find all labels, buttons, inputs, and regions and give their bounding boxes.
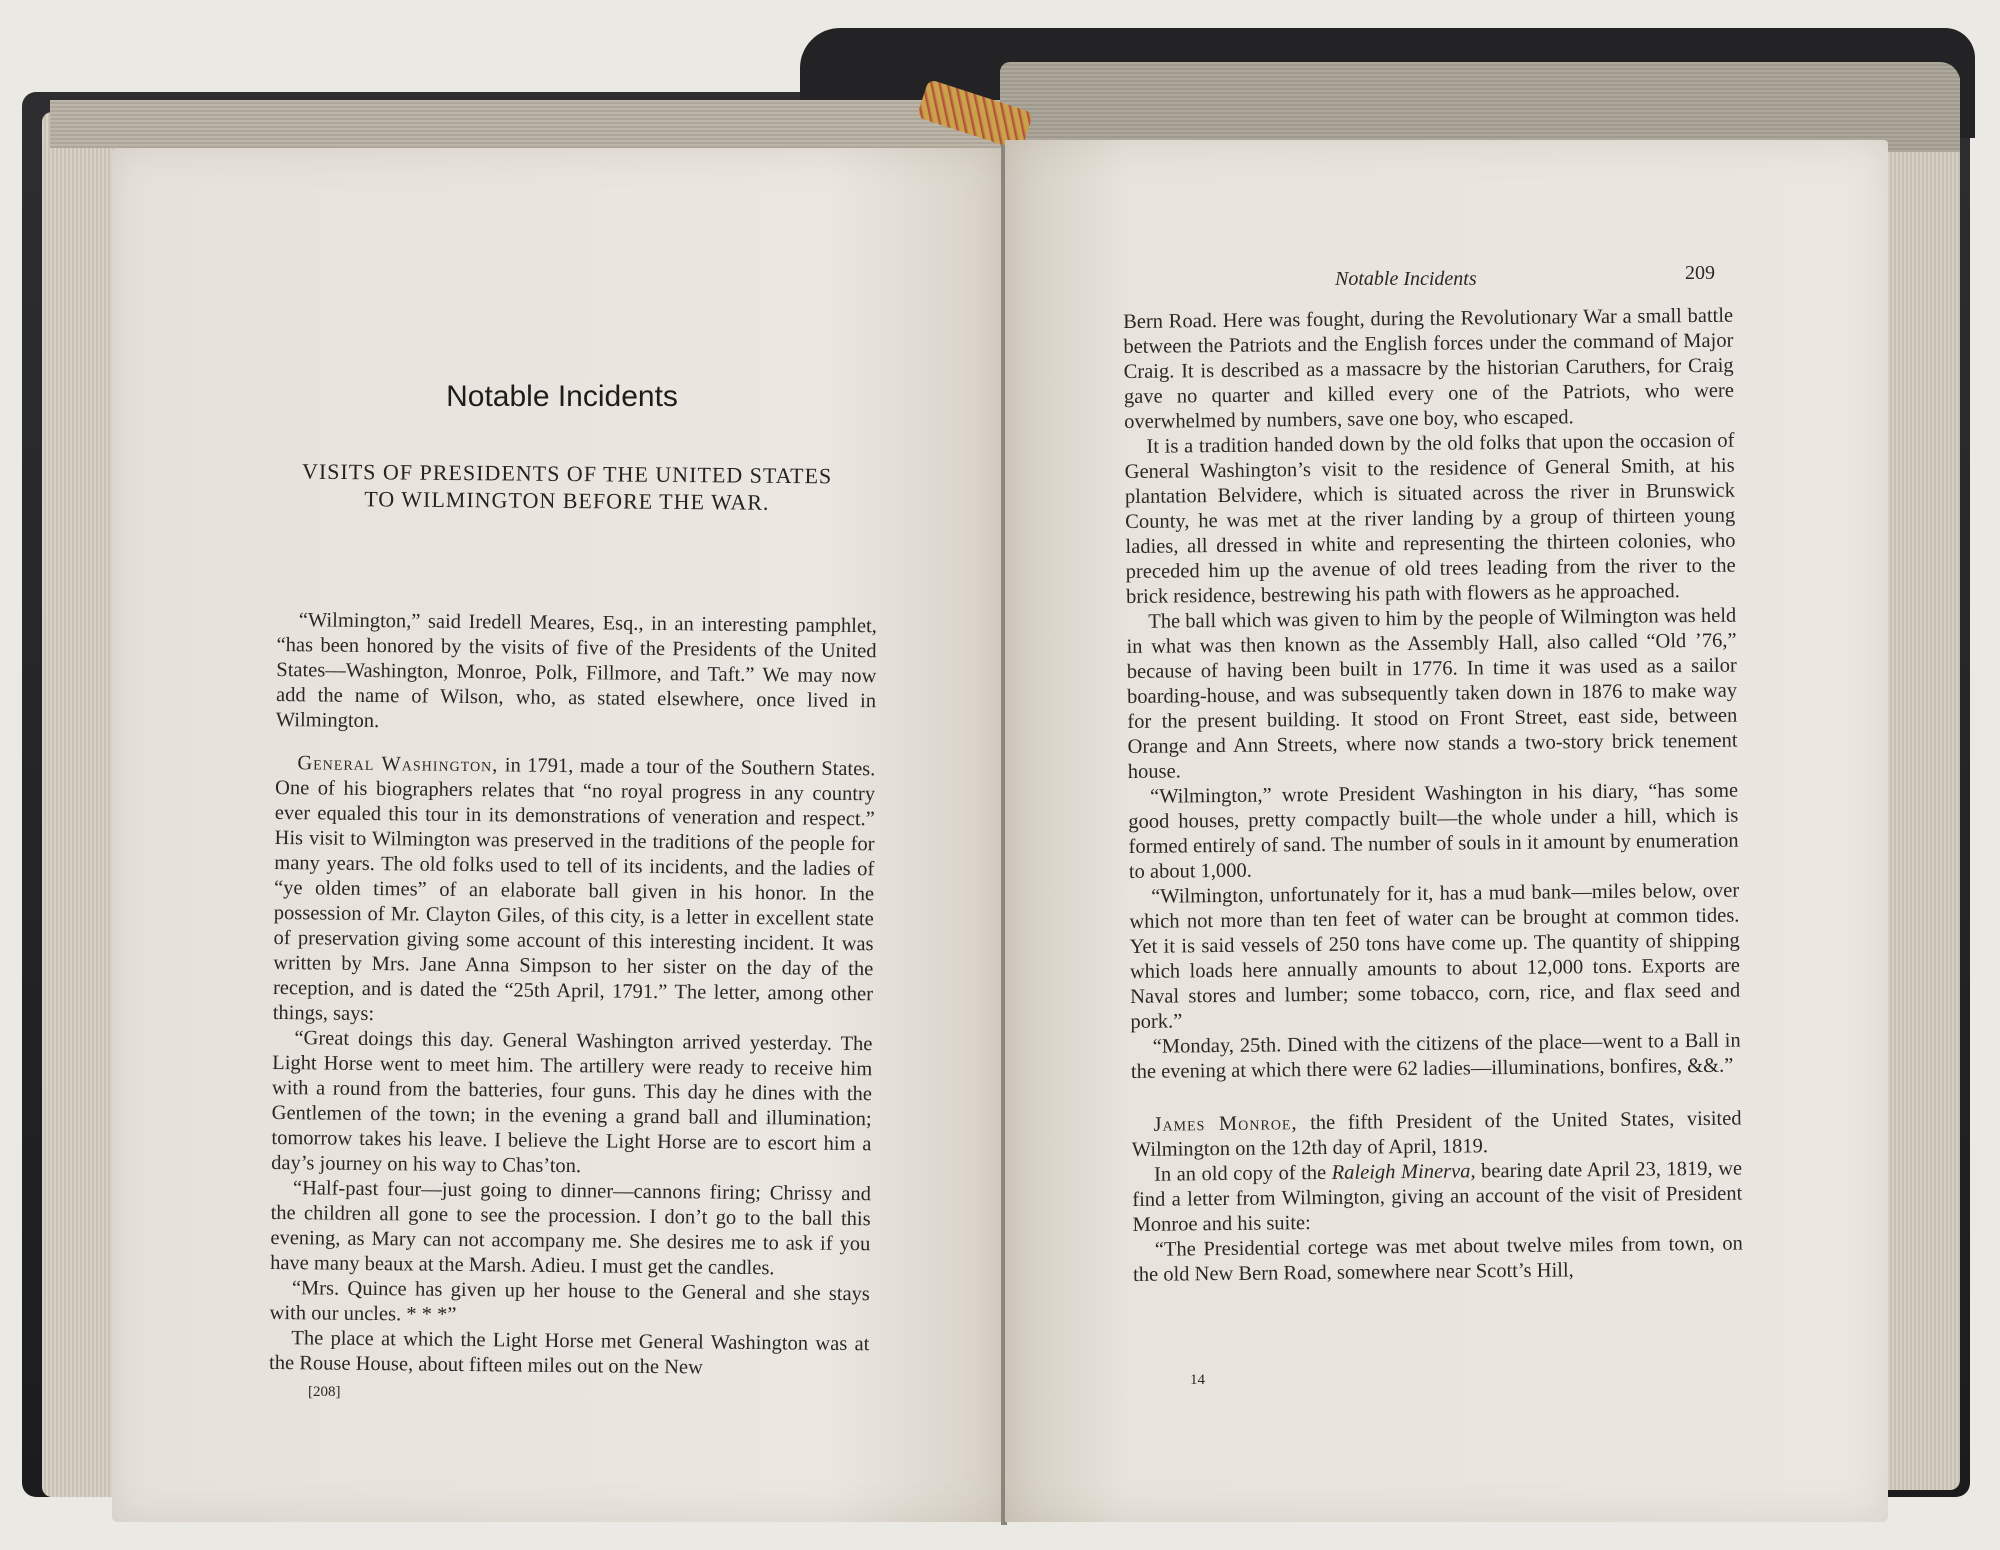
newspaper-title: Raleigh Minerva,: [1331, 1160, 1476, 1184]
lead-in-small-caps: James Monroe,: [1153, 1112, 1298, 1136]
signature-mark: 14: [1190, 1372, 1205, 1388]
section-heading: [252, 457, 882, 516]
paragraph: “Great doings this day. General Washington arrived yesterday. The Light Horse went to meet him. The artillery were ready to receive him with a round from the batteries, four guns. This day he dines with the Gentlemen of the town; in the evening a grand ball and illumination; tomorrow takes his leave. I believe the Light Horse are to escort him a day’s journey on his way to Chas’ton.: [271, 1027, 873, 1178]
chapter-title: Notable Incidents: [446, 380, 678, 413]
right-page-body: [1123, 304, 1743, 1288]
left-page-body: [269, 608, 877, 1382]
paragraph: The place at which the Light Horse met General Washington was at the Rouse House, about fifteen miles out on the New: [268, 1327, 870, 1379]
page-number: [208]: [308, 1384, 341, 1400]
paragraph: “Wilmington, unfortunately for it, has a mud bank—miles below, over which not more than ten feet of water can be brought at common tides. Yet it is said vessels of 250 tons have come up. The quantity of shipping which loads here annually amounts to about 12,000 tons. Exports are Naval stores and lumber; some tobacco, corn, rice, and flax seed and pork.”: [1129, 879, 1741, 1033]
running-head: Notable Incidents: [1335, 268, 1477, 290]
paragraph: “Monday, 25th. Dined with the citizens of the place—went to a Ball in the evening at which there were 62 ladies—illuminations, bonfires, &&.”: [1130, 1029, 1741, 1083]
lead-in-small-caps: General Washington,: [297, 752, 499, 777]
paragraph: “Wilmington,” wrote President Washington in his diary, “has some good houses, pretty compactly built—the whole under a hill, which is formed entirely of sand. The number of souls in it amount by enumeration to about 1,000.: [1128, 779, 1739, 883]
paragraph: “Wilmington,” said Iredell Meares, Esq., in an interesting pamphlet, “has been honored by the visits of five of the Presidents of the United States—Washington, Monroe, Polk, Fillmore, and Taft.” We may now add the name of Wilson, who, as stated elsewhere, once lived in Wilmington.: [275, 609, 877, 733]
paragraph: [1131, 1107, 1741, 1163]
section-heading-line-1: VISITS OF PRESIDENTS OF THE UNITED STATES: [301, 458, 833, 489]
paragraph-text: in 1791, made a tour of the Southern States. One of his biographers relates that “no royal progress in any country ever equaled this tour in its demonstrations of veneration and respect.” His visit to Wilmington was preserved in the traditions of the people for many years. The old folks used to tell of its incidents, and the ladies of “ye olden times” of an elaborate ball given in his honor. In the possession of Mr. Clayton Giles, of this city, is a letter in excellent state of preservation giving some account of this interesting incident. It was written by Mrs. Jane Anna Simpson to her sister on the day of the reception, and is dated the “25th April, 1791.” The letter, among other things, says:: [272, 754, 876, 1026]
paragraph: “The Presidential cortege was met about twelve miles from town, on the old New Bern Road, somewhere near Scott’s Hill,: [1132, 1232, 1743, 1286]
paragraph: “Half-past four—just going to dinner—cannons firing; Chrissy and the children all gone to see the procession. I don’t go to the ball this evening, as Mary can not accompany me. She desires me to ask if you have many beaux at the Marsh. Adieu. I must get the candles.: [270, 1177, 872, 1280]
paragraph: It is a tradition handed down by the old folks that upon the occasion of General Washington’s visit to the residence of General Smith, at his plantation Belvidere, which is situated across the river in Brunswick County, he was met at the river landing by a group of thirteen young ladies, all dressed in white and representing the thirteen colonies, who preceded him up the avenue of old trees leading from the river to the brick residence, bestrewing his path with flowers as he approached.: [1124, 429, 1736, 608]
section-heading-line-2: TO WILMINGTON BEFORE THE WAR.: [364, 486, 770, 515]
right-page: [1005, 140, 1888, 1522]
paragraph-text: In an old copy of the: [1153, 1161, 1327, 1186]
paragraph: Bern Road. Here was fought, during the Revolutionary War a small battle between the Patriots and the English forces under the command of Major Craig. It is described as a massacre by the historian Caruthers, for Craig gave no quarter and killed every one of the Patriots, who were overwhelmed by numbers, save one boy, who escaped.: [1123, 304, 1734, 433]
paragraph: [1132, 1157, 1743, 1238]
page-number: 209: [1685, 262, 1715, 284]
right-top-page-edges: [1000, 62, 1960, 152]
paragraph-text: the fifth President of the United States, visited Wilmington on the 12th day of April, 1819.: [1131, 1107, 1742, 1161]
paragraph: [273, 751, 876, 1032]
left-top-page-edges: [50, 100, 1000, 148]
paragraph-text: bearing date April 23, 1819, we find a letter from Wilmington, giving an account of the visit of President Monroe and his suite:: [1132, 1157, 1743, 1236]
left-page: [112, 148, 1005, 1522]
paragraph: “Mrs. Quince has given up her house to the General and she stays with our uncles. * * *”: [269, 1277, 870, 1326]
paragraph: The ball which was given to him by the people of Wilmington was held in what was then known as the Assembly Hall, also called “Old ’76,” because of having been built in 1776. In time it was used as a sailor boarding-house, and was subsequently taken down in 1876 to make way for the present building. It stood on Front Street, east side, between Orange and Ann Streets, where now stands a two-story brick tenement house.: [1126, 604, 1738, 783]
